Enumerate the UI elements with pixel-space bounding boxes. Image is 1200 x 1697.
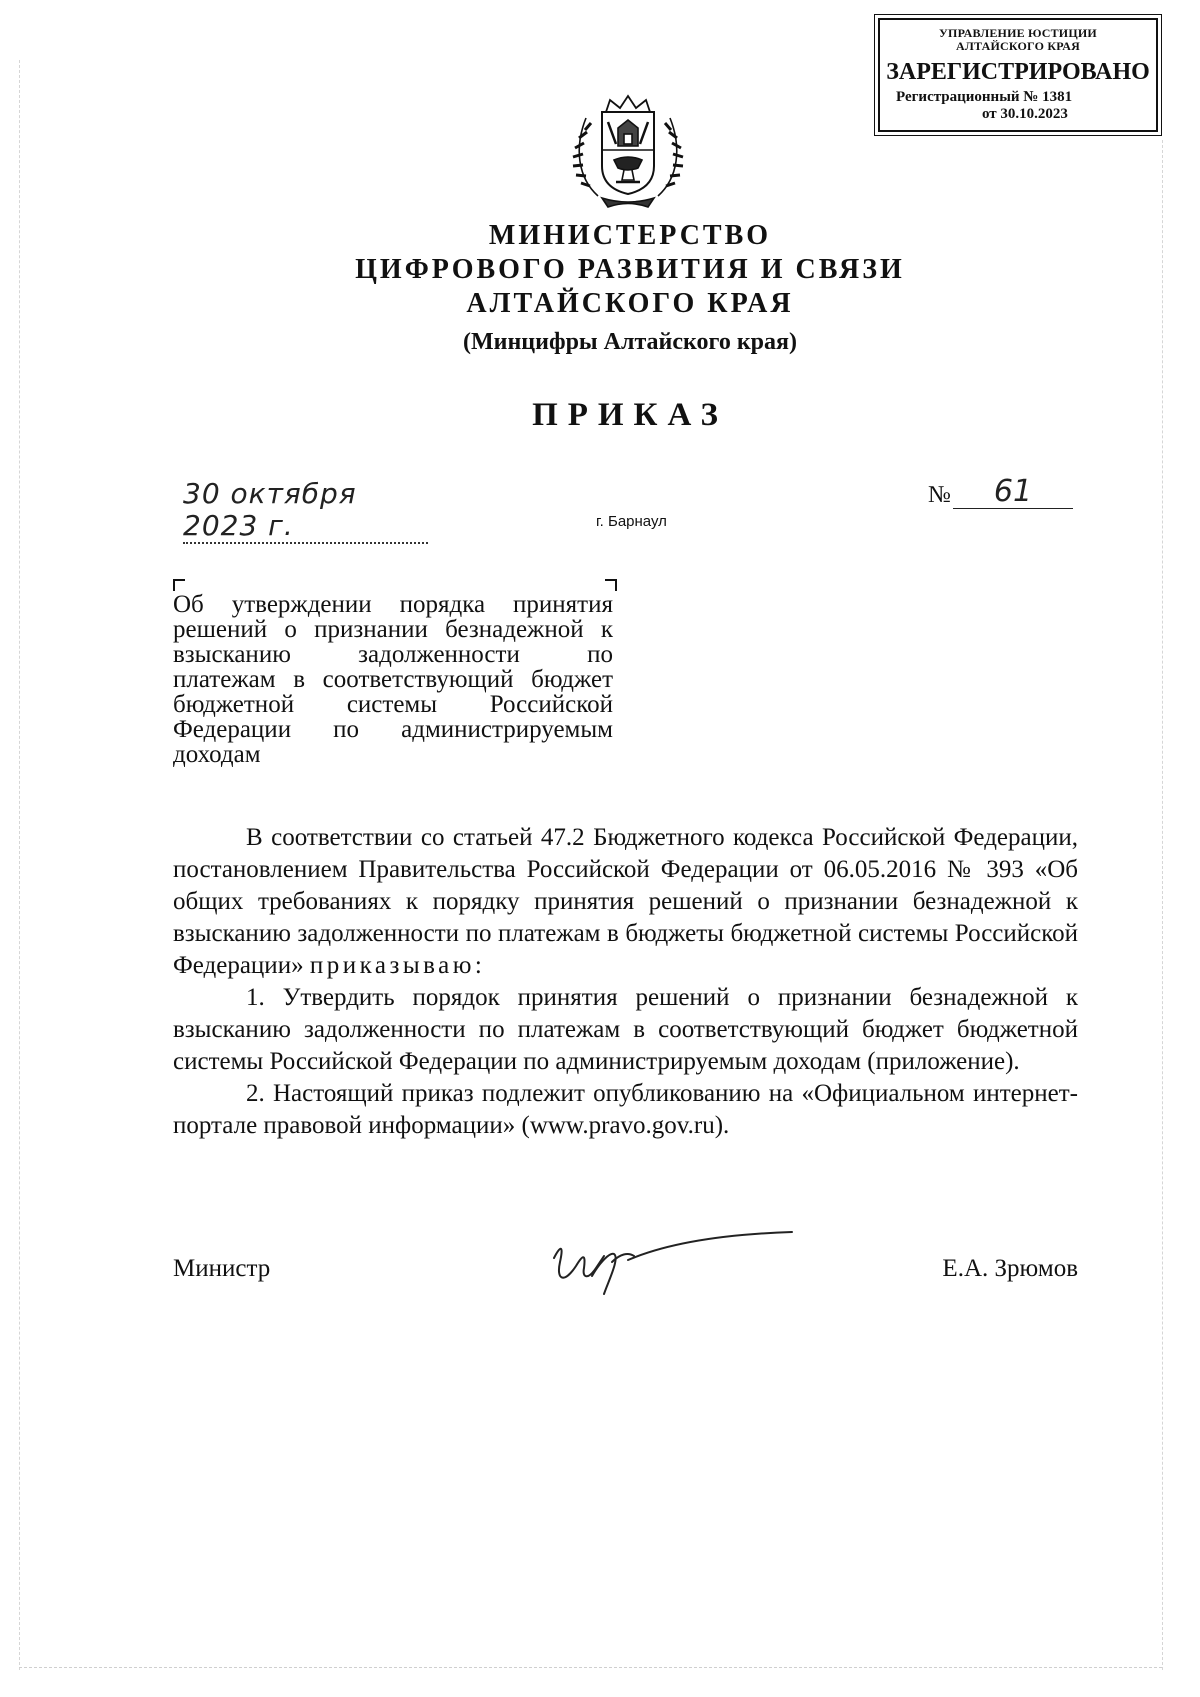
body-intro xyxy=(173,822,1078,982)
ministry-title-line1: МИНИСТЕРСТВО xyxy=(488,220,772,251)
document-type: ПРИКАЗ xyxy=(532,397,728,433)
stamp-reg-number: Регистрационный № 1381 xyxy=(896,89,1073,105)
subject-line: Федерации по администрируемым xyxy=(173,716,613,743)
order-city: г. Барнаул xyxy=(596,513,667,530)
subject-line: решений о признании безнадежной к xyxy=(173,616,613,643)
ministry-title-line3: АЛТАЙСКОГО КРАЯ xyxy=(466,288,794,319)
order-subject xyxy=(173,592,613,767)
stamp-org-line1: УПРАВЛЕНИЕ ЮСТИЦИИ xyxy=(939,26,1097,40)
scan-border-bottom xyxy=(19,1667,1162,1668)
ministry-short-name: (Минцифры Алтайского края) xyxy=(463,329,797,355)
subject-corner-right xyxy=(605,579,617,591)
subject-line: взысканию задолженности по xyxy=(173,641,613,668)
subject-line: доходам xyxy=(173,741,261,768)
order-date: 30 октября 2023 г. xyxy=(183,478,428,544)
subject-line: бюджетной системы Российской xyxy=(173,691,613,718)
order-number-label: № xyxy=(928,482,951,508)
body-item-2: 2. Настоящий приказ подлежит опубликованию на «Официальном интернет-портале правовой информации» (www.pravo.gov.ru). xyxy=(173,1080,1078,1139)
subject-line: платежам в соответствующий бюджет xyxy=(173,666,613,693)
stamp-reg-date: от 30.10.2023 xyxy=(982,106,1068,122)
order-number: 61 xyxy=(953,476,1073,509)
stamp-org-line2: АЛТАЙСКОГО КРАЯ xyxy=(956,39,1080,53)
ministry-title-line2: ЦИФРОВОГО РАЗВИТИЯ И СВЯЗИ xyxy=(355,254,905,285)
order-word: приказываю: xyxy=(309,952,486,979)
signatory-name: Е.А. Зрюмов xyxy=(942,1255,1078,1282)
scan-border-left xyxy=(19,60,20,1670)
intro-text: В соответствии со статьей 47.2 Бюджетного кодекса Российской Федерации, постановлением Правительства Российской Федерации от 06.05.2016 № 393 «Об общих требованиях к порядку принятия решений о признании безнадежной к взысканию задолженности по платежам в бюджеты бюджетной системы Российской Федерации» xyxy=(173,824,1078,979)
order-body xyxy=(173,822,1078,1142)
stamp-org xyxy=(880,27,1156,53)
stamp-status: ЗАРЕГИСТРИРОВАНО xyxy=(886,59,1150,85)
registration-stamp xyxy=(878,18,1158,132)
signatory-role: Министр xyxy=(173,1255,271,1282)
subject-corner-left xyxy=(173,579,185,591)
signature-icon xyxy=(530,1222,800,1306)
subject-line: Об утверждении порядка принятия xyxy=(173,591,613,618)
coat-of-arms-icon xyxy=(568,88,688,210)
scan-border-right xyxy=(1162,140,1163,1670)
body-item-1: 1. Утвердить порядок принятия решений о признании безнадежной к взысканию задолженности по платежам в соответствующий бюджет бюджетной системы Российской Федерации по администрируемым доходам (приложение). xyxy=(173,984,1078,1075)
